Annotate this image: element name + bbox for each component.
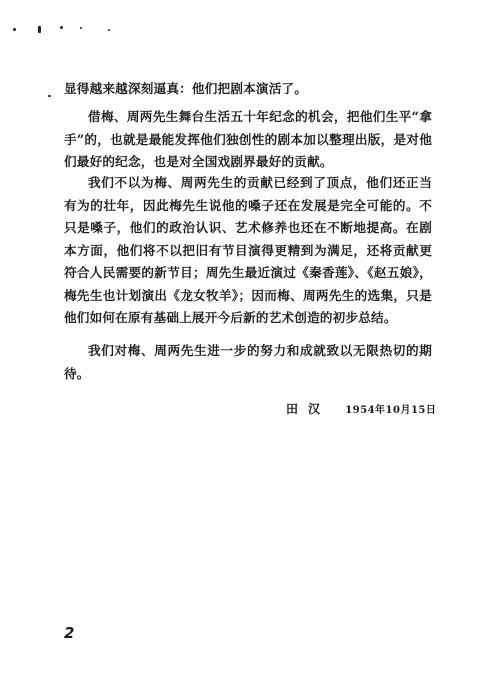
scan-speck <box>48 95 51 97</box>
paragraph <box>64 106 432 174</box>
paragraph-text: 我们不以为梅、周两先生的贡献已经到了顶点，他们还正当有为的壮年，因此梅先生说他的嗓子还在发展是完全可能的。不只是嗓子，他们的政治认识、艺术修养也还在不断地提高。在剧本方面，他们将不以把旧有节目演得更精到为满足，还将贡献更符合人民需要的新节目；周先生最近演过《秦香莲》、《赵五娘》，梅先生也计划演出《龙女牧羊》；因而梅、周两先生的选集，只是他们如何在原有基础上展开今后新的艺术创造的初步总结。 <box>64 175 432 325</box>
paragraph-text: 借梅、周两先生舞台生活五十年纪念的机会，把他们生平“拿手”的，也就是最能发挥他们独创性的剧本加以整理出版，是对他们最好的纪念，也是对全国戏剧界最好的贡献。 <box>64 109 432 169</box>
scan-speck <box>13 28 16 31</box>
page-number: 2 <box>64 624 75 642</box>
paragraph-text: 显得越来越深刻逼真：他们把剧本演活了。 <box>64 81 308 96</box>
scan-speck <box>108 29 110 31</box>
signature <box>286 400 436 417</box>
signature-author: 田汉 <box>286 402 331 416</box>
scan-speck <box>60 26 63 29</box>
paragraph-text: 我们对梅、周两先生进一步的努力和成就致以无限热切的期待。 <box>64 343 432 381</box>
scan-speck <box>38 26 41 33</box>
paragraph <box>64 172 432 330</box>
paragraph <box>64 78 432 101</box>
signature-date: 1954年10月15日 <box>345 405 437 416</box>
paragraph <box>64 340 432 385</box>
scan-speck <box>80 27 82 29</box>
